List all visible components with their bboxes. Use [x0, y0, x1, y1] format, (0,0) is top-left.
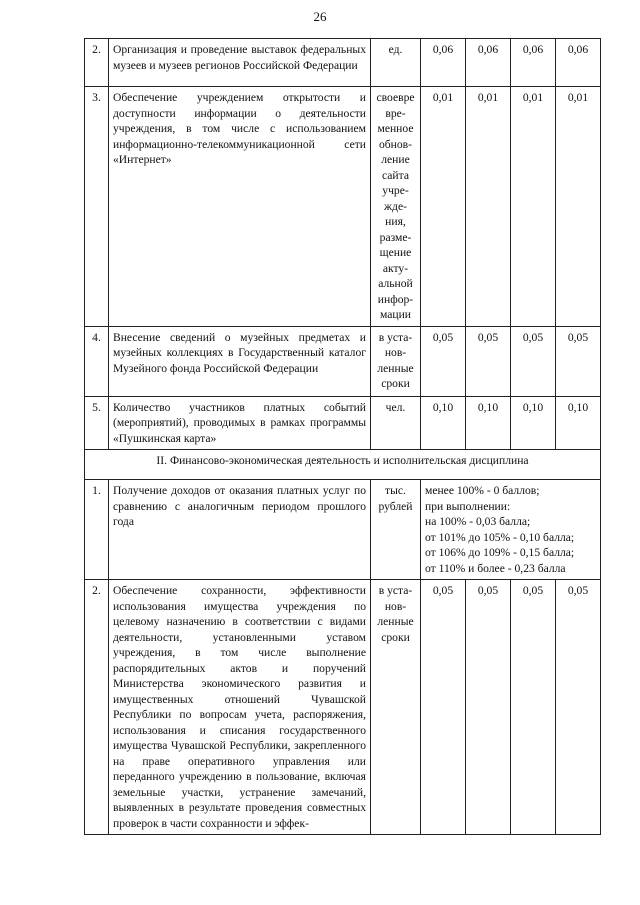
- unit-cell: [371, 580, 421, 835]
- unit-line: инфор-: [377, 292, 414, 306]
- criterion-description: Количество участников платных событий (мероприятий), проводимых в рамках программы «Пушкинская карта»: [109, 396, 371, 450]
- scale-line: при выполнении:: [425, 499, 511, 513]
- criteria-table: [84, 38, 601, 835]
- section-row: [85, 450, 601, 480]
- score-cell: 0,01: [511, 87, 556, 327]
- score-cell: 0,06: [466, 39, 511, 87]
- unit-line: своевре: [376, 91, 415, 104]
- unit-line: сроки: [381, 630, 410, 644]
- unit-cell: [371, 480, 421, 580]
- table-row: [85, 396, 601, 450]
- unit-line: акту-: [382, 261, 409, 275]
- score-cell: 0,01: [421, 87, 466, 327]
- scale-line: от 106% до 109% - 0,15 балла;: [425, 546, 575, 559]
- unit-line: в уста-: [378, 584, 413, 597]
- score-cell: 0,05: [511, 326, 556, 396]
- unit-line: ление: [381, 153, 410, 166]
- unit-line: альной: [378, 277, 413, 290]
- unit-line: нов-: [384, 599, 407, 613]
- unit-line: сайта: [382, 168, 409, 182]
- unit-line: мации: [379, 308, 412, 321]
- table-row: [85, 580, 601, 835]
- score-cell: 0,05: [466, 326, 511, 396]
- score-cell: 0,05: [421, 580, 466, 835]
- score-cell: 0,06: [421, 39, 466, 87]
- unit-cell: [371, 326, 421, 396]
- row-number: 5.: [85, 396, 109, 450]
- table-row: [85, 480, 601, 580]
- score-cell: 0,06: [556, 39, 601, 87]
- criterion-description: Организация и проведение выставок федеральных музеев и музеев регионов Российской Федерации: [109, 39, 371, 87]
- row-number: 2.: [85, 580, 109, 835]
- unit-cell: [371, 87, 421, 327]
- score-scale-cell: [421, 480, 601, 580]
- unit-line: ния,: [385, 215, 406, 228]
- row-number: 3.: [85, 87, 109, 327]
- unit-line: ленные: [377, 361, 414, 375]
- unit-line: вре-: [385, 106, 406, 120]
- criterion-description: Внесение сведений о музейных предметах и музейных коллекциях в Государственный каталог Музейного фонда Российской Федерации: [109, 326, 371, 396]
- section-title: II. Финансово-экономическая деятельность и исполнительская дисциплина: [85, 450, 601, 480]
- unit-cell: [371, 396, 421, 450]
- unit-line: щение: [379, 246, 412, 259]
- table-row: [85, 326, 601, 396]
- unit-cell: [371, 39, 421, 87]
- score-cell: 0,10: [466, 396, 511, 450]
- scale-line: от 110% и более - 0,23 балла: [425, 561, 566, 575]
- unit-line: в уста-: [378, 330, 413, 344]
- score-cell: 0,05: [556, 580, 601, 835]
- criterion-description: Получение доходов от оказания платных услуг по сравнению с аналогичным периодом прошлого года: [109, 480, 371, 580]
- unit-line: тыс.: [385, 484, 406, 497]
- score-cell: 0,05: [511, 580, 556, 835]
- unit-line: рублей: [378, 499, 413, 513]
- row-number: 1.: [85, 480, 109, 580]
- unit-line: менное: [377, 122, 414, 135]
- page-number: 26: [313, 9, 327, 24]
- unit-line: разме-: [379, 230, 412, 244]
- score-cell: 0,01: [466, 87, 511, 327]
- scale-line: от 101% до 105% - 0,10 балла;: [425, 530, 575, 544]
- unit-line: ед.: [388, 43, 403, 56]
- unit-line: ленные: [377, 615, 414, 628]
- unit-line: сроки: [381, 377, 410, 390]
- criterion-description: Обеспечение учреждением открытости и доступности информации о деятельности учреждения, в том числе с использованием информационно-телекоммуникационной сети «Интернет»: [109, 87, 371, 327]
- unit-line: учре-: [382, 184, 409, 197]
- row-number: 2.: [85, 39, 109, 87]
- unit-line: обнов-: [378, 137, 413, 151]
- table-row: [85, 87, 601, 327]
- scale-line: менее 100% - 0 баллов;: [425, 484, 540, 497]
- score-cell: 0,10: [421, 396, 466, 450]
- scale-line: на 100% - 0,03 балла;: [425, 515, 531, 528]
- criterion-description: Обеспечение сохранности, эффективности использования имущества учреждения по целевому назначению в соответствии с видами деятельности, установленными уставом учреждения, в том числе выполнение распорядительных актов и поручений Министерства экономического развития и имущественных отношений Чувашской Республики по вопросам учета, распоряжения, использования и списания государственного имущества Чувашской Республики, закрепленного на праве оперативного управления или переданного учреждению в пользование, включая земельные участки, устранение замечаний, выявленных в результате проведения совместных проверок в части сохранности и эффек-: [109, 580, 371, 835]
- score-cell: 0,05: [556, 326, 601, 396]
- score-cell: 0,10: [556, 396, 601, 450]
- unit-line: нов-: [384, 346, 407, 359]
- score-cell: 0,01: [556, 87, 601, 327]
- unit-line: жде-: [384, 199, 407, 213]
- score-cell: 0,06: [511, 39, 556, 87]
- unit-line: чел.: [385, 400, 406, 414]
- score-cell: 0,05: [466, 580, 511, 835]
- row-number: 4.: [85, 326, 109, 396]
- score-cell: 0,05: [421, 326, 466, 396]
- table-row: [85, 39, 601, 87]
- score-cell: 0,10: [511, 396, 556, 450]
